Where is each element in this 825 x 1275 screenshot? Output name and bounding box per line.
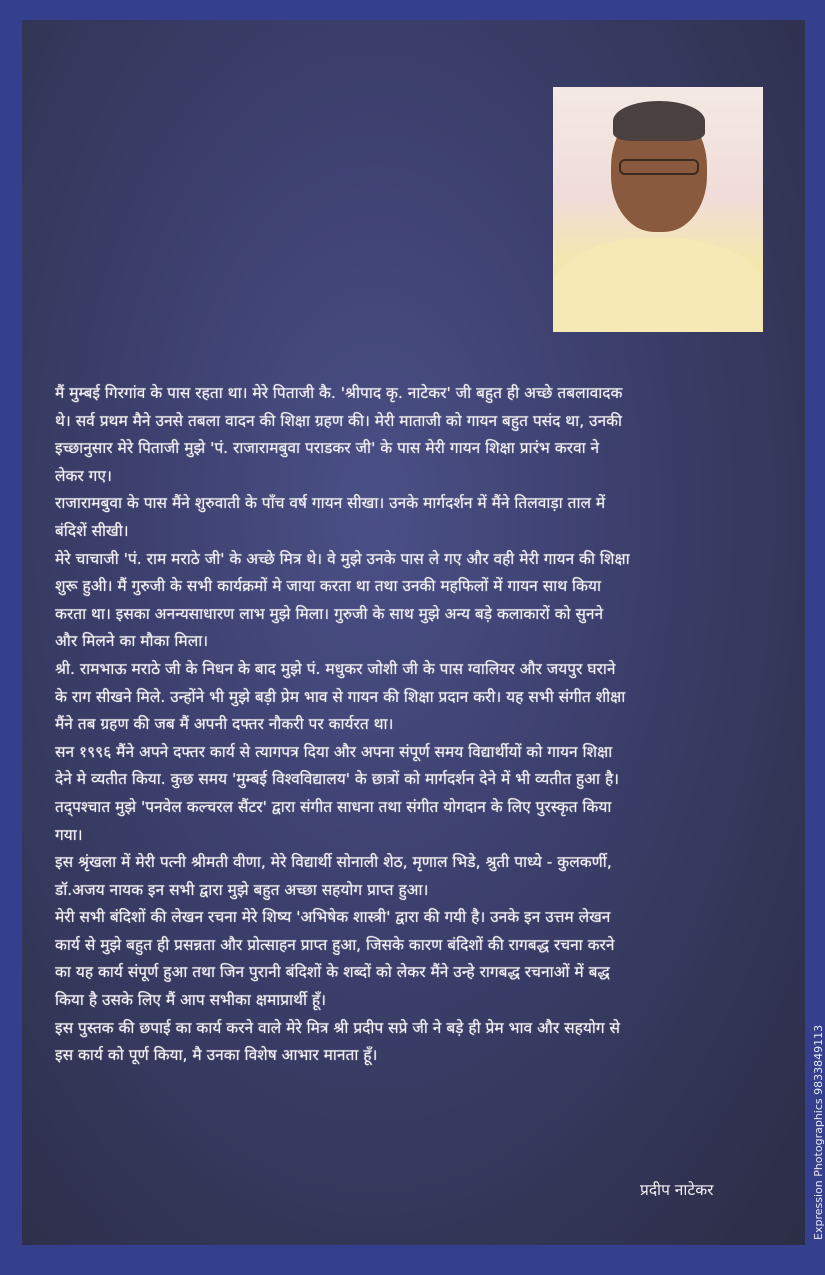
paragraph — [55, 849, 775, 904]
paragraph — [55, 656, 775, 739]
text-line: कार्य से मुझे बहुत ही प्रसन्नता और प्रोत्साहन प्राप्त हुआ, जिसके कारण बंदिशों की रागबद्ध रचना करने — [55, 935, 615, 954]
author-photo — [553, 87, 763, 332]
author-signature: प्रदीप नाटेकर — [640, 1181, 714, 1199]
paragraph — [55, 490, 775, 545]
text-line: राजारामबुवा के पास मैंने शुरुवाती के पाँच वर्ष गायन सीखा। उनके मार्गदर्शन में मैंने तिलवाड़ा ताल में — [55, 494, 606, 513]
author-biography — [55, 380, 775, 1070]
text-line: देने मे व्यतीत किया. कुछ समय 'मुम्बई विश्वविद्यालय' के छात्रों को मार्गदर्शन देने में भी व्यतीत हुआ है। — [55, 770, 620, 789]
text-line: लेकर गए। — [55, 466, 112, 485]
text-line: डॉ.अजय नायक इन सभी द्वारा मुझे बहुत अच्छा सहयोग प्राप्त हुआ। — [55, 880, 429, 899]
text-line: इस कार्य को पूर्ण किया, मै उनका विशेष आभार मानता हूँ। — [55, 1046, 378, 1065]
paragraph — [55, 380, 775, 490]
text-line: मैंने तब ग्रहण की जब मैं अपनी दफ्तर नौकरी पर कार्यरत था। — [55, 715, 394, 734]
text-line: श्री. रामभाऊ मराठे जी के निधन के बाद मुझे पं. मधुकर जोशी जी के पास ग्वालियर और जयपुर घराने — [55, 659, 616, 678]
text-line: इच्छानुसार मेरे पिताजी मुझे 'पं. राजारामबुवा पराडकर जी' के पास मेरी गायन शिक्षा प्रारंभ करवा ने — [55, 439, 600, 458]
paragraph — [55, 739, 775, 849]
text-line: करता था। इसका अनन्यसाधारण लाभ मुझे मिला। गुरुजी के साथ मुझे अन्य बड़े कलाकारों को सुनने — [55, 604, 604, 623]
text-line: तद्पश्चात मुझे 'पनवेल कल्चरल सैंटर' द्वारा संगीत साधना तथा संगीत योगदान के लिए पुरस्कृत किया — [55, 797, 612, 816]
text-line: शुरू हुअी। मैं गुरुजी के सभी कार्यक्रमों मे जाया करता था तथा उनकी महफिलों में गायन साथ किया — [55, 577, 601, 596]
text-line: गया। — [55, 825, 83, 844]
text-line: का यह कार्य संपूर्ण हुआ तथा जिन पुरानी बंदिशों के शब्दों को लेकर मैंने उन्हे रागबद्ध रचनाओं में बद्ध — [55, 963, 610, 982]
photo-credit: Expression Photographics 9833849113 — [812, 1024, 825, 1240]
paragraph — [55, 904, 775, 1014]
text-line: बंदिशें सीखी। — [55, 521, 129, 540]
author-hair — [613, 101, 705, 141]
text-line: मेरे चाचाजी 'पं. राम मराठे जी' के अच्छे मित्र थे। वे मुझे उनके पास ले गए और वही मेरी गायन की शिक्षा — [55, 549, 630, 568]
author-glasses — [619, 159, 699, 175]
paragraph — [55, 1015, 775, 1070]
text-line: इस श्रृंखला में मेरी पत्नी श्रीमती वीणा, मेरे विद्यार्थी सोनाली शेठ, मृणाल भिडे, श्रुती पाध्ये - कुलकर्णी, — [55, 853, 612, 872]
text-line: मेरी सभी बंदिशों की लेखन रचना मेरे शिष्य 'अभिषेक शास्त्री' द्वारा की गयी है। उनके इन उत्तम लेखन — [55, 908, 611, 927]
text-line: और मिलने का मौका मिला। — [55, 632, 209, 651]
paragraph — [55, 546, 775, 656]
text-line: के राग सीखने मिले. उन्होंने भी मुझे बड़ी प्रेम भाव से गायन की शिक्षा प्रदान करी। यह सभी संगीत शीक्षा — [55, 687, 626, 706]
text-line: थे। सर्व प्रथम मैने उनसे तबला वादन की शिक्षा ग्रहण की। मेरी माताजी को गायन बहुत पसंद था, उनकी — [55, 411, 623, 430]
author-shirt — [553, 237, 763, 332]
text-line: इस पुस्तक की छपाई का कार्य करने वाले मेरे मित्र श्री प्रदीप सप्रे जी ने बड़े ही प्रेम भाव और सहयोग से — [55, 1018, 620, 1037]
text-line: सन १९९६ मैंने अपने दफ्तर कार्य से त्यागपत्र दिया और अपना संपूर्ण समय विद्यार्थीयों को गायन शिक्षा — [55, 742, 613, 761]
text-line: मैं मुम्बई गिरगांव के पास रहता था। मेरे पिताजी कै. 'श्रीपाद कृ. नाटेकर' जी बहुत ही अच्छे तबलावादक — [55, 384, 623, 402]
text-line: किया है उसके लिए मैं आप सभीका क्षमाप्रार्थी हूँ। — [55, 991, 327, 1010]
